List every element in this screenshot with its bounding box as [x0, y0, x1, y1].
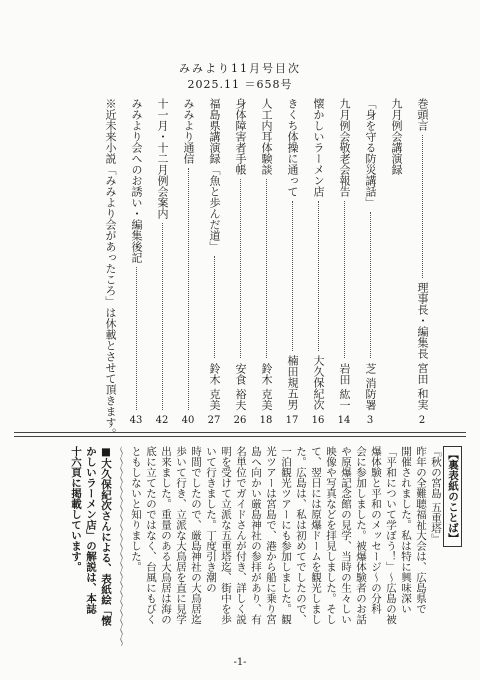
note-line: た。広島は、私は初めてでしたので、 — [295, 446, 307, 625]
toc-author: 鈴木 克美 — [208, 362, 221, 410]
toc-author: 大久保紀次 — [312, 355, 325, 410]
toc-author: 理事長・編集長 宮田 和実 — [416, 282, 429, 410]
toc-entry — [360, 98, 380, 428]
toc-page: 43 — [129, 415, 143, 426]
toc-entry — [334, 98, 354, 428]
note-subtitle: 『秋の宮島 五重塔』 — [430, 446, 442, 544]
toc-entry — [152, 98, 172, 428]
note-line: 開催されました。私は特に興味深い — [400, 446, 412, 614]
closing-line: かしいラーメン店」の解説は、本誌 — [85, 446, 97, 614]
note-line: 明を受けて立派な五重塔迄、街中を歩 — [220, 446, 232, 625]
note-line: 「平和について学ぼう！」〜広島の被 — [385, 446, 397, 625]
toc-page: 26 — [233, 415, 247, 426]
dot-leader — [162, 223, 163, 410]
dot-leader — [240, 179, 241, 358]
toc-entry — [282, 98, 302, 428]
closing-line: 十六頁に掲載しています。 — [70, 446, 82, 572]
toc-label: 人工内耳体験談 — [260, 98, 273, 175]
note-line: や原爆記念館の見学、当時の生々しい — [340, 446, 352, 625]
toc-page: 40 — [181, 415, 195, 426]
toc-page: 14 — [337, 415, 351, 426]
note-line: て、翌日には原爆ドームを観光しまし — [310, 446, 322, 625]
dot-leader — [266, 179, 267, 358]
dot-leader — [292, 201, 293, 351]
toc-page: 17 — [285, 415, 299, 426]
note-line: 爆体験と平和のメッセージ〜の分科 — [370, 446, 382, 614]
divider — [14, 432, 466, 433]
page-number: -1- — [233, 657, 247, 668]
toc-author: 芝 消防署 — [364, 362, 377, 410]
toc-author: 楠田規五男 — [286, 355, 299, 410]
toc-label: 九月例会敬老会報告 — [338, 98, 351, 197]
toc-page: 42 — [155, 415, 169, 426]
toc-page: 3 — [366, 415, 374, 426]
note-line: いて行きました。丁度引き潮の — [205, 446, 217, 593]
toc-entry — [100, 98, 120, 439]
toc-page: 27 — [207, 415, 221, 426]
toc-entry — [178, 98, 198, 428]
note-line: 底に立てたのではなく、台風にもびく — [145, 446, 157, 625]
note-line: 光ツアーは宮島で、港から船に乗り宮 — [265, 446, 277, 625]
toc-label: 十一月・十二月例会案内 — [156, 98, 169, 219]
dot-leader — [344, 201, 345, 358]
note-line: 名単位でガイドさんが付き、詳しく説 — [235, 446, 247, 625]
toc-author: 岩田 紘一 — [338, 362, 351, 410]
note-line: 島へ向かい厳島神社の参拝があり、有 — [250, 446, 262, 625]
toc-label: 九月例会講演録 — [390, 98, 403, 175]
dot-leader — [136, 267, 137, 410]
toc-label: ※近未来小説「みみより会があったころ」は休載とさせて頂きます。 — [104, 98, 117, 439]
toc-label: 巻頭言 — [416, 98, 429, 131]
note-line: 出来ました。重量のある大鳥居は海の — [160, 446, 172, 625]
table-of-contents — [32, 98, 432, 439]
toc-label: きくち体操に通って — [286, 98, 299, 197]
toc-author: 安食 裕夫 — [234, 362, 247, 410]
page-title: みみより11月号目次 — [179, 62, 301, 75]
toc-entry — [204, 98, 224, 428]
dot-leader — [422, 135, 423, 278]
cover-note — [68, 446, 462, 651]
note-line: 時間でしたので、厳島神社の大鳥居迄 — [190, 446, 202, 625]
toc-page: 2 — [418, 415, 426, 426]
toc-label: みみより会へのお誘い・編集後記 — [130, 98, 143, 263]
divider — [14, 436, 466, 437]
toc-entry — [230, 98, 250, 428]
note-line: 映像や写真などを拝見しました。そし — [325, 446, 337, 625]
dot-leader — [318, 201, 319, 351]
toc-label: 「身を守る防災講話」 — [364, 98, 377, 208]
issue-number: 2025.11 ＝658号 — [187, 78, 293, 91]
note-heading: 【裏表紙のことば】 — [443, 446, 462, 547]
toc-entry — [386, 98, 406, 428]
note-line: 会に参加しました。被爆体験者のお話 — [355, 446, 367, 625]
note-line: 昨年の全難聴福祉大会は、広島県で — [415, 446, 427, 614]
toc-entry — [308, 98, 328, 428]
note-line: 一泊観光ツアーにも参加しました。観 — [280, 446, 292, 625]
dot-leader — [188, 168, 189, 410]
wave-divider: 〜〜〜〜〜〜〜〜〜〜〜〜〜〜〜〜〜〜〜〜〜 — [115, 446, 127, 646]
toc-page: 18 — [259, 415, 273, 426]
dot-leader — [214, 256, 215, 358]
dot-leader — [370, 212, 371, 358]
toc-entry — [412, 98, 432, 428]
toc-entry — [126, 98, 146, 428]
toc-label: 福島県講演録「魚と歩んだ道」 — [208, 98, 221, 252]
closing-line: ■大久保紀次さんによる、表紙絵「懐 — [100, 446, 112, 626]
toc-label: 身体障害者手帳 — [234, 98, 247, 175]
note-line: 歩いて行き、立派な大鳥居を直に見学 — [175, 446, 187, 625]
toc-label: 懐かしいラーメン店 — [312, 98, 325, 197]
toc-page: 16 — [311, 415, 325, 426]
toc-entry — [256, 98, 276, 428]
note-line: ともしないと知りました。 — [130, 446, 142, 572]
toc-label: みみより通信 — [182, 98, 195, 164]
toc-author: 鈴木 克美 — [260, 362, 273, 410]
